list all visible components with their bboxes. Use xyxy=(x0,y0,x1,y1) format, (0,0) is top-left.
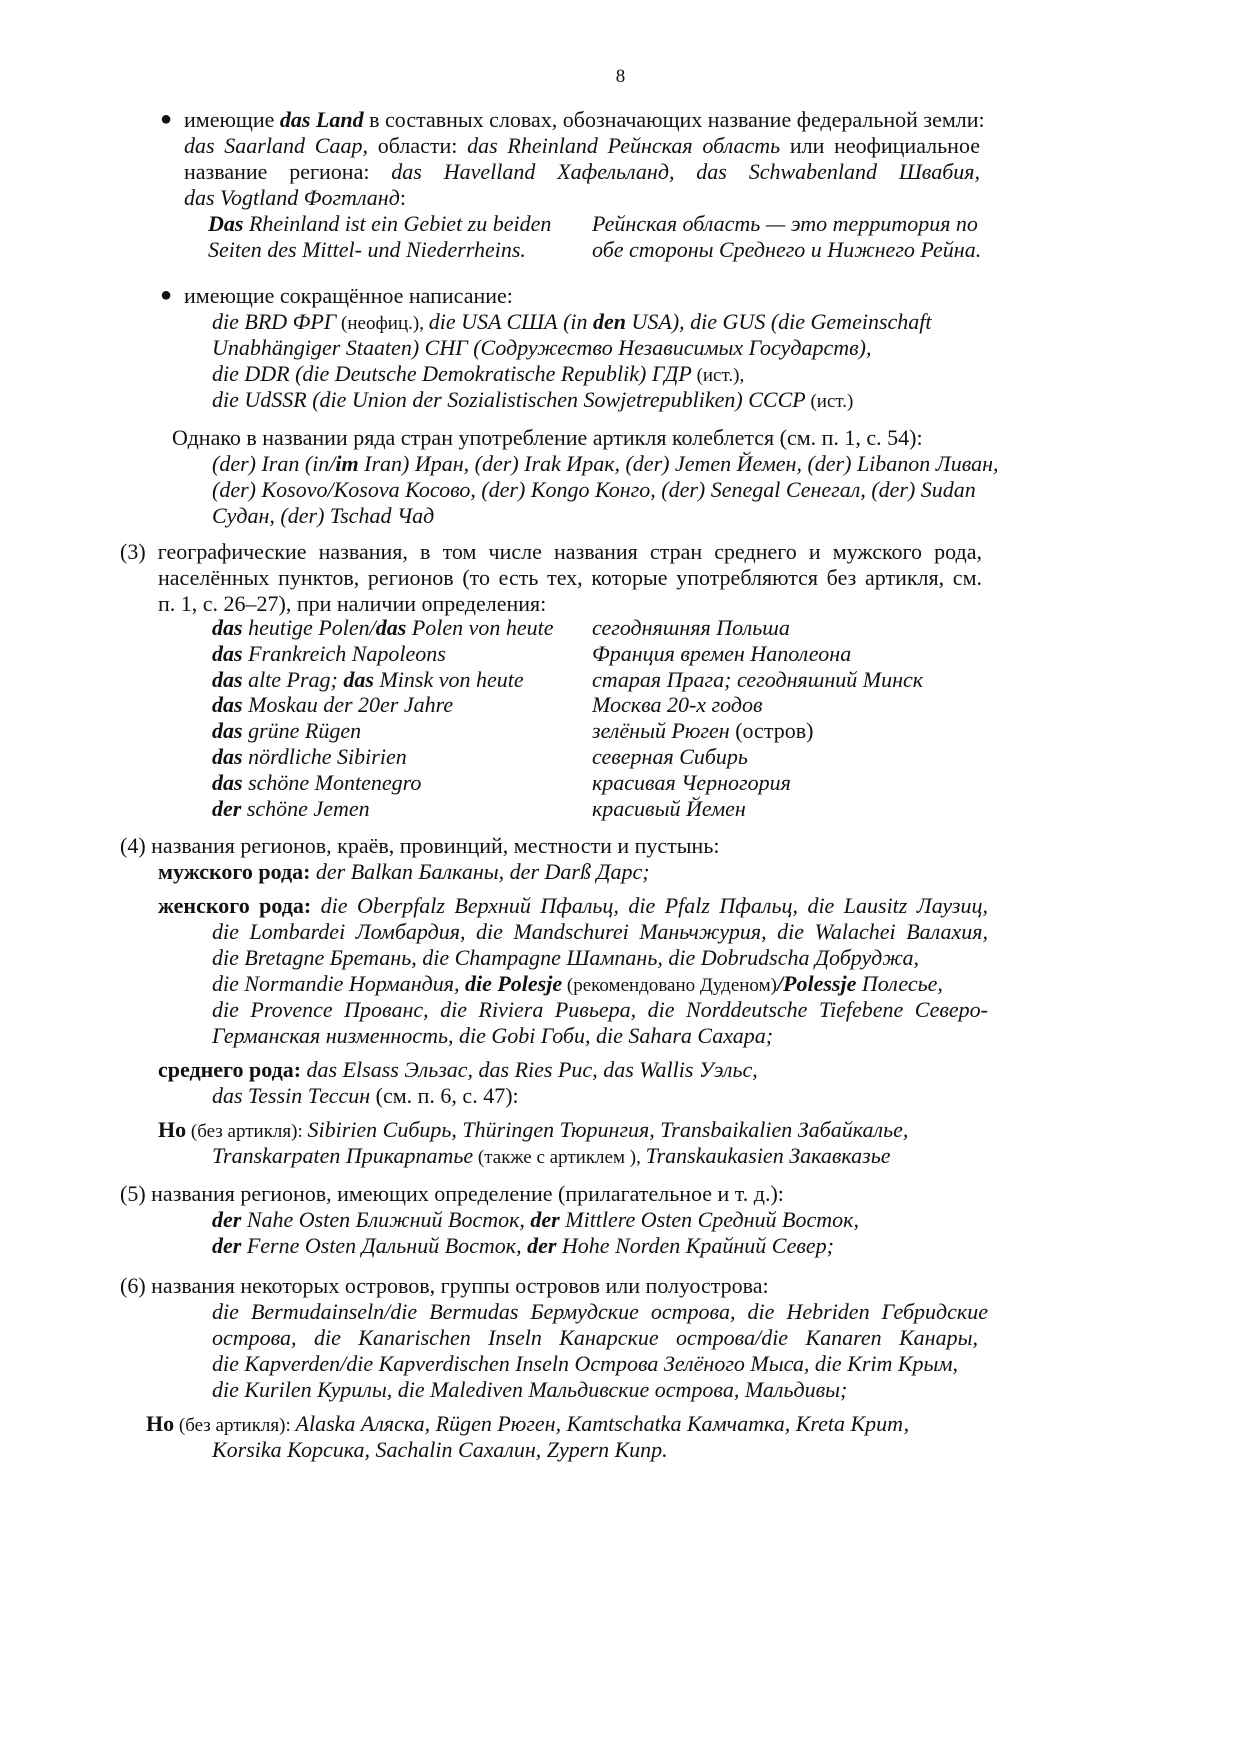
bullet-land-line-3: название региона: das Havelland Хафельланд, das Schwabenland Швабия, xyxy=(184,159,980,184)
section-5-line-2: der Nahe Osten Ближний Восток, der Mittlere Osten Средний Восток, xyxy=(212,1207,859,1232)
example-row-ru: красивый Йемен xyxy=(592,796,746,821)
section-6-line-5: die Kurilen Курилы, die Malediven Мальдивские острова, Мальдивы; xyxy=(212,1377,848,1402)
example-row-ru: красивая Черногория xyxy=(592,770,791,795)
however-head: Однако в названии ряда стран употребление артикля колеблется (см. п. 1, с. 54): xyxy=(172,425,923,450)
bullet-abbr-line-3: die DDR (die Deutsche Demokratische Republik) ГДР (ист.), xyxy=(212,361,745,386)
section-3-line-2: населённых пунктов, регионов (то есть тех, которые употребляются без артикля, см. xyxy=(158,565,982,590)
section-5-line-3: der Ferne Osten Дальний Восток, der Hohe Norden Крайний Север; xyxy=(212,1233,835,1258)
example-row-de: der schöne Jemen xyxy=(212,796,370,821)
example-row-ru: зелёный Рюген (остров) xyxy=(592,718,814,743)
exception-line-1: Но (без артикля): Sibirien Сибирь, Thüringen Тюрингия, Transbaikalien Забайкалье, xyxy=(158,1117,909,1142)
bullet-land-line-1: имеющие das Land в составных словах, обозначающих название федеральной земли: xyxy=(184,107,985,132)
example-row-de: das Moskau der 20er Jahre xyxy=(212,692,454,717)
exception-line-2: Transkarpaten Прикарпатье (также с артиклем ), Transkaukasien Закавказье xyxy=(212,1143,891,1168)
example-de-line-1: Das Rheinland ist ein Gebiet zu beiden xyxy=(208,211,552,236)
section-5-line-1: (5) названия регионов, имеющих определение (прилагательное и т. д.): xyxy=(120,1181,784,1206)
example-row-ru: Москва 20-х годов xyxy=(592,692,763,717)
bullet-land-line-2: das Saarland Саар, области: das Rheinland Рейнская область или неофициальное xyxy=(184,133,980,158)
section-6-line-2: die Bermudainseln/die Bermudas Бермудские острова, die Hebriden Гебридские xyxy=(212,1299,988,1324)
section-6-exception-line-1: Но (без артикля): Alaska Аляска, Rügen Рюген, Kamtschatka Камчатка, Kreta Крит, xyxy=(146,1411,910,1436)
feminine-line-1: женского рода: die Oberpfalz Верхний Пфальц, die Pfalz Пфальц, die Lausitz Лаузиц, xyxy=(158,893,988,918)
bullet-abbr-line-4: die UdSSR (die Union der Sozialistischen Sowjetrepubliken) СССР (ист.) xyxy=(212,387,854,412)
example-ru-line-1: Рейнская область — это территория по xyxy=(592,211,978,236)
section-4-line-1: (4) названия регионов, краёв, провинций, местности и пустынь: xyxy=(120,833,720,858)
example-de-line-2: Seiten des Mittel- und Niederrheins. xyxy=(208,237,526,262)
neuter-line-1: среднего рода: das Elsass Эльзас, das Ries Рис, das Wallis Уэльс, xyxy=(158,1057,758,1082)
however-line-2: (der) Kosovo/Kosova Косово, (der) Kongo Конго, (der) Senegal Сенегал, (der) Sudan xyxy=(212,477,976,502)
example-row-ru: северная Сибирь xyxy=(592,744,748,769)
feminine-line-3: die Bretagne Бретань, die Champagne Шампань, die Dobrudscha Добруджа, xyxy=(212,945,919,970)
example-row-ru: Франция времен Наполеона xyxy=(592,641,852,666)
bullet-land-line-4: das Vogtland Фогтланд: xyxy=(184,185,406,210)
feminine-line-5: die Provence Прованс, die Riviera Ривьера, die Norddeutsche Tiefebene Северо- xyxy=(212,997,988,1022)
feminine-line-6: Германская низменность, die Gobi Гоби, die Sahara Сахара; xyxy=(212,1023,774,1048)
example-row-ru: старая Прага; сегодняшний Минск xyxy=(592,667,924,692)
section-3-line-3: п. 1, с. 26–27), при наличии определения: xyxy=(158,591,547,616)
example-row-de: das schöne Montenegro xyxy=(212,770,422,795)
feminine-line-4: die Normandie Нормандия, die Polesje (рекомендовано Дуденом)/Polessje Полесье, xyxy=(212,971,943,996)
neuter-line-2: das Tessin Тессин (см. п. 6, с. 47): xyxy=(212,1083,519,1108)
example-row-ru: сегодняшняя Польша xyxy=(592,615,790,640)
example-row-de: das Frankreich Napoleons xyxy=(212,641,446,666)
however-line-3: Судан, (der) Tschad Чад xyxy=(212,503,435,528)
example-row-de: das heutige Polen/das Polen von heute xyxy=(212,615,554,640)
example-ru-line-2: обе стороны Среднего и Нижнего Рейна. xyxy=(592,237,982,262)
bullet-abbr-head: имеющие сокращённое написание: xyxy=(184,283,513,308)
bullet-abbr-line-2: Unabhängiger Staaten) СНГ (Содружество Независимых Государств), xyxy=(212,335,872,360)
section-6-line-4: die Kapverden/die Kapverdischen Inseln Острова Зелёного Мыса, die Krim Крым, xyxy=(212,1351,958,1376)
section-6-line-1: (6) названия некоторых островов, группы островов или полуострова: xyxy=(120,1273,769,1298)
section-6-exception-line-2: Korsika Корсика, Sachalin Сахалин, Zypern Кипр. xyxy=(212,1437,668,1462)
example-row-de: das grüne Rügen xyxy=(212,718,362,743)
example-row-de: das nördliche Sibirien xyxy=(212,744,407,769)
however-line-1: (der) Iran (in/im Iran) Иран, (der) Irak Ирак, (der) Jemen Йемен, (der) Libanon Ливан, xyxy=(212,451,999,476)
masculine-line: мужского рода: der Balkan Балканы, der Darß Дарс; xyxy=(158,859,650,884)
feminine-line-2: die Lombardei Ломбардия, die Mandschurei Маньчжурия, die Walachei Валахия, xyxy=(212,919,988,944)
page-number: 8 xyxy=(615,66,626,87)
bullet-icon: ● xyxy=(160,284,173,306)
bullet-abbr-line-1: die BRD ФРГ (неофиц.), die USA США (in den USA), die GUS (die Gemeinschaft xyxy=(212,309,932,334)
example-row-de: das alte Prag; das Minsk von heute xyxy=(212,667,524,692)
bullet-icon: ● xyxy=(160,108,173,130)
section-3-line-1: (3) географические названия, в том числе названия стран среднего и мужского рода, xyxy=(120,539,982,564)
section-6-line-3: острова, die Kanarischen Inseln Канарские острова/die Kanaren Канары, xyxy=(212,1325,978,1350)
